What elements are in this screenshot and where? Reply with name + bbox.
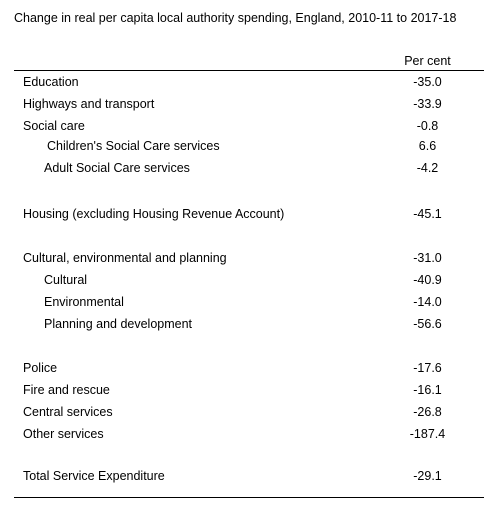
row-value: -17.6: [413, 361, 442, 375]
table-row-education: [0, 75, 495, 93]
row-label: Cultural: [44, 273, 88, 287]
row-value: -40.9: [413, 273, 442, 287]
row-value: -29.1: [413, 469, 442, 483]
table-row-police: [0, 361, 495, 379]
table-row-highways: [0, 97, 495, 115]
row-value: -4.2: [416, 161, 439, 175]
row-value: -0.8: [416, 119, 439, 133]
table-row-social-care: [0, 119, 495, 137]
row-label: Fire and rescue: [23, 383, 110, 397]
row-label: Highways and transport: [23, 97, 155, 111]
table-row-adult-social-care: [0, 161, 495, 179]
row-label: Adult Social Care services: [44, 161, 190, 175]
row-value: -16.1: [413, 383, 442, 397]
table-row-cultural: [0, 273, 495, 291]
table-row-fire-rescue: [0, 383, 495, 401]
row-value: -35.0: [413, 75, 442, 89]
table-title: Change in real per capita local authority spending, England, 2010-11 to 2017-18: [14, 11, 457, 25]
row-label: Planning and development: [44, 317, 193, 331]
table-row-other-services: [0, 427, 495, 445]
row-label: Education: [23, 75, 79, 89]
row-label: Environmental: [44, 295, 124, 309]
top-rule: [14, 70, 484, 71]
row-value: -45.1: [413, 207, 442, 221]
row-label: Housing (excluding Housing Revenue Account): [23, 207, 285, 221]
row-value: -56.6: [413, 317, 442, 331]
table-row-total: [0, 469, 495, 487]
row-label: Cultural, environmental and planning: [23, 251, 227, 265]
table-row-housing: [0, 207, 495, 225]
row-label: Other services: [23, 427, 104, 441]
row-label: Total Service Expenditure: [23, 469, 165, 483]
row-value: -31.0: [413, 251, 442, 265]
row-value: 6.6: [418, 139, 437, 153]
table-row-planning-development: [0, 317, 495, 335]
row-value: -26.8: [413, 405, 442, 419]
row-label: Central services: [23, 405, 113, 419]
row-value: -14.0: [413, 295, 442, 309]
row-label: Social care: [23, 119, 85, 133]
row-label: Children's Social Care services: [47, 139, 220, 153]
row-value: -33.9: [413, 97, 442, 111]
table-row-cultural-environmental-planning: [0, 251, 495, 269]
table-row-childrens-social-care: [0, 139, 495, 157]
bottom-rule: [14, 497, 484, 498]
column-header-per-cent: Per cent: [404, 54, 451, 68]
table-row-central-services: [0, 405, 495, 423]
row-value: -187.4: [409, 427, 446, 441]
row-label: Police: [23, 361, 58, 375]
table-row-environmental: [0, 295, 495, 313]
